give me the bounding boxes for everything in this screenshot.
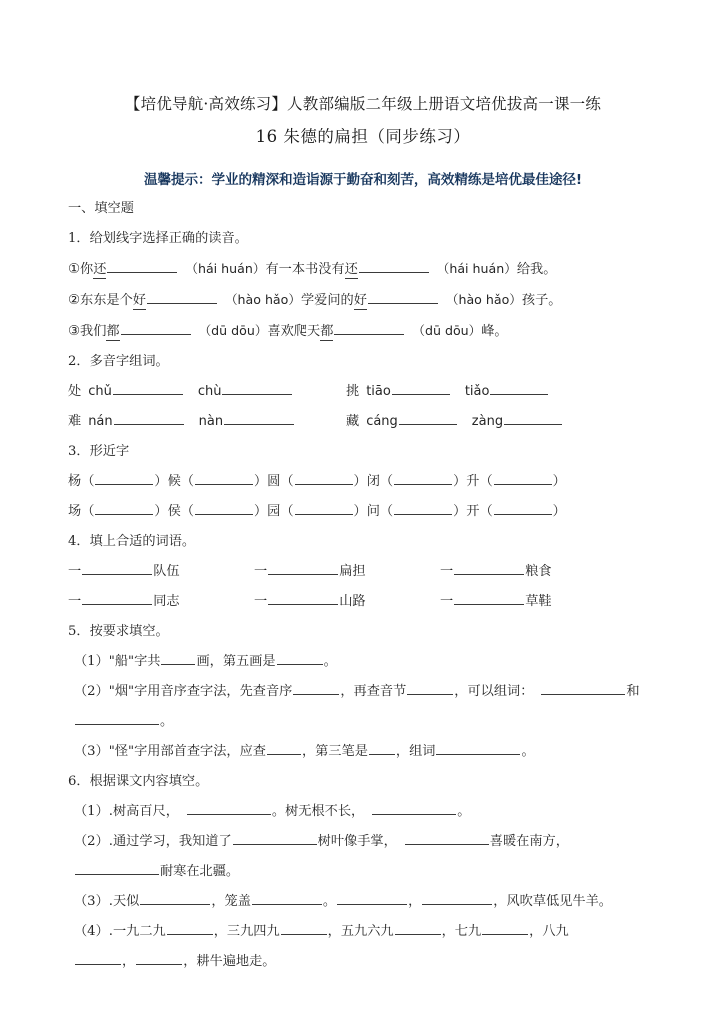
answer-blank[interactable]	[422, 891, 492, 905]
similar-char: 园	[267, 504, 281, 520]
item-text-mid: 学爱问的	[300, 293, 354, 309]
answer-blank[interactable]	[167, 921, 213, 935]
item-text-a: "船"字共	[108, 654, 161, 670]
prefix: 一	[440, 594, 454, 610]
underlined-char-2: 还	[344, 262, 358, 278]
similar-char: 闭	[366, 474, 380, 490]
polyphone-group	[68, 377, 346, 407]
answer-blank[interactable]	[281, 921, 327, 935]
pinyin-choice-2: （hào hǎo）	[445, 292, 522, 308]
item-text-g: ，耕牛遍地走。	[183, 954, 276, 970]
item-text-c: 。	[322, 894, 337, 910]
measure-word-slot	[68, 587, 254, 617]
similar-char: 开	[466, 504, 480, 520]
pinyin-2: tiǎo	[464, 384, 490, 400]
prefix: 一	[68, 594, 82, 610]
item-text-f: ，	[122, 954, 136, 970]
item-number: ②	[68, 293, 81, 309]
answer-blank[interactable]	[75, 861, 159, 875]
item-number: ①	[68, 262, 81, 278]
answer-blank[interactable]	[140, 891, 210, 905]
measure-word-slot	[440, 587, 626, 617]
answer-blank[interactable]	[121, 321, 191, 335]
suffix: 队伍	[153, 564, 180, 580]
item-text-e: 。	[160, 714, 174, 730]
answer-blank[interactable]	[394, 501, 452, 515]
pinyin-choice-2: （hái huán）	[436, 261, 517, 277]
underlined-char-1: 还	[93, 262, 107, 278]
similar-char: 杨	[68, 474, 82, 490]
item-text-c: ，可以组词：	[454, 684, 534, 700]
similar-char: 圆	[267, 474, 281, 490]
polyphone-char: 难	[68, 414, 82, 430]
answer-blank[interactable]	[277, 651, 323, 665]
answer-blank[interactable]	[369, 741, 395, 755]
question-1-item-1	[68, 254, 658, 285]
item-text-b: ，笼盖	[211, 894, 251, 910]
polyphone-group	[346, 407, 563, 437]
answer-blank[interactable]	[295, 501, 353, 515]
pinyin-1: chǔ	[88, 384, 112, 400]
similar-char: 问	[366, 504, 380, 520]
similar-char: 侯	[167, 504, 181, 520]
item-text-c: ，五九六九	[327, 924, 394, 940]
answer-blank[interactable]	[252, 891, 322, 905]
answer-blank[interactable]	[337, 891, 407, 905]
answer-blank[interactable]	[268, 561, 338, 575]
item-text-mid: 有一本书没有	[265, 262, 345, 278]
item-label: （1）	[74, 654, 109, 670]
item-number: ③	[68, 324, 81, 340]
item-text-c: 。	[457, 804, 471, 820]
question-4-row-2	[68, 587, 658, 617]
pinyin-1: tiāo	[366, 384, 391, 400]
item-text-post: 给我。	[516, 262, 557, 278]
polyphone-group	[346, 377, 549, 407]
question-6-item-1	[68, 797, 658, 827]
answer-blank[interactable]	[494, 471, 552, 485]
measure-word-slot	[254, 587, 440, 617]
pinyin-2: nàn	[198, 414, 224, 430]
question-5-item-3	[68, 737, 658, 767]
pinyin-1: nán	[88, 414, 113, 430]
question-6-item-4	[68, 917, 658, 977]
similar-char: 候	[167, 474, 181, 490]
question-3-heading: 3．形近字	[68, 444, 130, 460]
item-text-b: ，再查音节	[340, 684, 407, 700]
prefix: 一	[254, 594, 268, 610]
answer-blank[interactable]	[82, 591, 152, 605]
item-text-pre: 东东是个	[80, 293, 133, 309]
answer-blank[interactable]	[161, 651, 195, 665]
answer-blank[interactable]	[405, 831, 489, 845]
suffix: 粮食	[525, 564, 552, 580]
answer-blank[interactable]	[392, 381, 450, 395]
item-text-d: 。	[521, 744, 535, 760]
prefix: 一	[440, 564, 454, 580]
question-5-item-2	[68, 677, 658, 737]
question-6-heading: 6．根据课文内容填空。	[68, 774, 209, 790]
item-label: （2）	[74, 834, 109, 850]
item-text-a: .天似	[108, 894, 140, 910]
tip-banner: 温馨提示：学业的精深和造诣源于勤奋和刻苦，高效精练是培优最佳途径!	[144, 172, 582, 189]
underlined-char-1: 好	[132, 293, 146, 309]
item-label: （3）	[74, 744, 109, 760]
similar-char: 场	[68, 504, 82, 520]
section-heading-one: 一、填空题	[68, 201, 134, 217]
item-text-a: "烟"字用音序查字法，先查音序	[108, 684, 293, 700]
question-3-row-2: 场（ ）侯（ ）园（ ）问（ ）开（ ）	[68, 497, 658, 527]
answer-blank[interactable]	[147, 290, 217, 304]
item-text-e: ，八九	[529, 924, 569, 940]
polyphone-char: 处	[68, 384, 82, 400]
question-1-heading: 1．给划线字选择正确的读音。	[68, 231, 248, 247]
item-text-c: 。	[323, 654, 337, 670]
answer-blank[interactable]	[372, 801, 456, 815]
suffix: 草鞋	[525, 594, 552, 610]
pinyin-choice-2: （dū dōu）	[412, 323, 482, 339]
item-text-d: ，	[408, 894, 422, 910]
item-text-d: 耐寒在北疆。	[160, 864, 240, 880]
item-text-c: ，组词	[395, 744, 436, 760]
answer-blank[interactable]	[394, 471, 452, 485]
question-6-item-3	[68, 887, 658, 917]
item-text-post: 峰。	[481, 324, 508, 340]
answer-blank[interactable]	[195, 501, 253, 515]
answer-blank[interactable]	[293, 681, 339, 695]
question-1-item-3	[68, 316, 658, 347]
page-title: 【培优导航·高效练习】人教部编版二年级上册语文培优拔高一课一练	[124, 95, 602, 113]
item-text-b: ，第三笔是	[301, 744, 368, 760]
question-2-row-1	[68, 377, 658, 407]
item-text-c: 喜暖在南方，	[489, 834, 569, 850]
question-4-heading: 4．填上合适的词语。	[68, 534, 196, 550]
answer-blank[interactable]	[482, 921, 528, 935]
suffix: 扁担	[339, 564, 366, 580]
item-text-b: ，三九四九	[213, 924, 280, 940]
answer-blank[interactable]	[75, 951, 121, 965]
item-text-d: ，七九	[441, 924, 482, 940]
item-text-post: 孩子。	[521, 293, 562, 309]
underlined-char-1: 都	[106, 324, 120, 340]
answer-blank[interactable]	[395, 921, 441, 935]
answer-blank[interactable]	[490, 381, 548, 395]
underlined-char-2: 好	[353, 293, 367, 309]
prefix: 一	[254, 564, 268, 580]
item-text-b: 。树无根不长，	[271, 804, 365, 820]
polyphone-group	[68, 407, 346, 437]
question-5-heading: 5．按要求填空。	[68, 624, 169, 640]
answer-blank[interactable]	[136, 951, 182, 965]
answer-blank[interactable]	[195, 471, 253, 485]
answer-blank[interactable]	[187, 801, 271, 815]
item-text-d: 和	[626, 684, 640, 700]
page-subtitle: 16 朱德的扁担（同步练习）	[255, 127, 471, 147]
answer-blank[interactable]	[95, 471, 153, 485]
measure-word-slot	[440, 557, 626, 587]
item-text-e: ，风吹草低见牛羊。	[493, 894, 612, 910]
item-text-pre: 你	[80, 262, 94, 278]
answer-blank[interactable]	[454, 591, 524, 605]
answer-blank[interactable]	[368, 290, 438, 304]
pinyin-2: zàng	[471, 414, 504, 430]
answer-blank[interactable]	[113, 381, 183, 395]
polyphone-char: 挑	[346, 384, 360, 400]
suffix: 山路	[339, 594, 366, 610]
answer-blank[interactable]	[494, 501, 552, 515]
answer-blank[interactable]	[224, 411, 294, 425]
pinyin-choice-1: （hào hǎo）	[224, 292, 301, 308]
answer-blank[interactable]	[267, 741, 301, 755]
answer-blank[interactable]	[222, 381, 292, 395]
question-5-item-1	[68, 647, 658, 677]
question-1-item-2	[68, 285, 658, 316]
item-label: （2）	[74, 684, 109, 700]
answer-blank[interactable]	[114, 411, 184, 425]
page-content	[68, 92, 658, 977]
item-text-a: "怪"字用部首查字法，应查	[108, 744, 266, 760]
item-text-a: .树高百尺，	[108, 804, 179, 820]
answer-blank[interactable]	[504, 411, 562, 425]
question-2-heading: 2．多音字组词。	[68, 354, 169, 370]
answer-blank[interactable]	[268, 591, 338, 605]
item-text-b: 画，第五画是	[196, 654, 276, 670]
answer-blank[interactable]	[75, 711, 159, 725]
polyphone-char: 藏	[346, 414, 360, 430]
answer-blank[interactable]	[334, 321, 404, 335]
question-2-row-2	[68, 407, 658, 437]
pinyin-choice-1: （hái huán）	[185, 261, 266, 277]
question-4-row-1	[68, 557, 658, 587]
prefix: 一	[68, 564, 82, 580]
answer-blank[interactable]	[95, 501, 153, 515]
item-label: （4）	[74, 924, 109, 940]
item-label: （1）	[74, 804, 109, 820]
suffix: 同志	[153, 594, 180, 610]
pinyin-1: cáng	[366, 414, 398, 430]
pinyin-choice-1: （dū dōu）	[198, 323, 268, 339]
item-text-mid: 喜欢爬天	[267, 324, 321, 340]
item-text-a: .通过学习，我知道了	[108, 834, 232, 850]
item-text-a: .一九二九	[108, 924, 166, 940]
answer-blank[interactable]	[436, 741, 520, 755]
measure-word-slot	[68, 557, 254, 587]
similar-char: 升	[466, 474, 480, 490]
answer-blank[interactable]	[233, 831, 317, 845]
answer-blank[interactable]	[541, 681, 625, 695]
item-text-b: 树叶像手掌，	[317, 834, 397, 850]
answer-blank[interactable]	[407, 681, 453, 695]
answer-blank[interactable]	[82, 561, 152, 575]
pinyin-2: chù	[197, 384, 222, 400]
answer-blank[interactable]	[359, 259, 429, 273]
question-6-item-2	[68, 827, 658, 887]
question-3-row-1: 杨（ ）候（ ）圆（ ）闭（ ）升（ ）	[68, 467, 658, 497]
item-text-pre: 我们	[80, 324, 107, 340]
answer-blank[interactable]	[295, 471, 353, 485]
answer-blank[interactable]	[107, 259, 177, 273]
answer-blank[interactable]	[399, 411, 457, 425]
measure-word-slot	[254, 557, 440, 587]
item-label: （3）	[74, 894, 109, 910]
answer-blank[interactable]	[454, 561, 524, 575]
underlined-char-2: 都	[320, 324, 334, 340]
